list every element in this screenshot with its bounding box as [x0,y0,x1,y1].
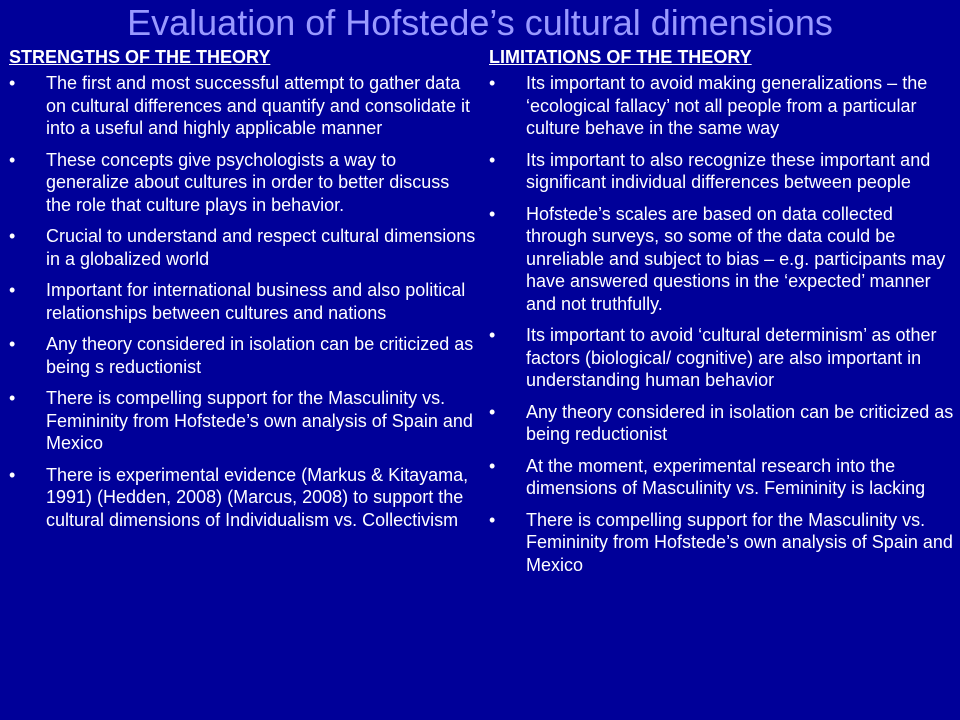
strength-text: Any theory considered in isolation can be criticized as being s reductionist [46,334,474,377]
strength-item [9,464,479,532]
limitation-text: At the moment, experimental research into the dimensions of Masculinity vs. Femininity is lacking [526,455,926,498]
bullet-icon: • [489,325,496,345]
limitation-text: Hofstede’s scales are based on data collected through surveys, so some of the data could be unreliable and subject to bias – e.g. participants may have answered questions in the ‘expected’ manner and not truthfully. [526,203,946,314]
limitations-heading: LIMITATIONS OF THE THEORY [489,47,752,67]
strength-text: The first and most successful attempt to gather data on cultural differences and quantify and consolidate it into a useful and highly applicable manner [46,73,470,138]
limitation-text: Any theory considered in isolation can be criticized as being reductionist [526,401,954,444]
strength-text: There is experimental evidence (Markus & Kitayama, 1991) (Hedden, 2008) (Marcus, 2008) to support the cultural dimensions of Individualism vs. Collectivism [46,464,469,530]
bullet-icon: • [9,149,16,170]
limitation-item [489,72,957,140]
strength-item [9,149,479,217]
strength-item [9,225,479,270]
bullet-icon: • [9,226,16,246]
bullet-icon: • [489,203,496,224]
strengths-list [9,72,479,531]
bullet-icon: • [489,73,496,93]
bullet-icon: • [9,280,16,300]
bullet-icon: • [489,455,496,476]
strengths-column [9,46,479,540]
strength-item [9,72,479,140]
strength-text: Important for international business and also political relationships between cultures and nations [46,280,466,323]
limitation-text: Its important to avoid ‘cultural determinism’ as other factors (biological/ cognitive) are also important in understanding human behavior [526,325,937,390]
strength-item [9,279,479,324]
limitation-item [489,203,957,316]
limitation-item [489,149,957,194]
limitations-list [489,72,957,576]
limitation-item [489,401,957,446]
strength-item [9,333,479,378]
bullet-icon: • [9,388,16,408]
bullet-icon: • [489,149,496,170]
bullet-icon: • [9,73,16,93]
limitation-item [489,509,957,577]
slide-title: Evaluation of Hofstede’s cultural dimensions [127,2,833,43]
limitations-column [489,46,957,585]
strength-item [9,387,479,455]
limitation-text: Its important to also recognize these important and significant individual differences between people [526,149,931,192]
bullet-icon: • [489,401,496,422]
strengths-heading: STRENGTHS OF THE THEORY [9,47,271,67]
bullet-icon: • [9,334,16,354]
strength-text: There is compelling support for the Masculinity vs. Femininity from Hofstede’s own analysis of Spain and Mexico [46,388,473,453]
strength-text: Crucial to understand and respect cultural dimensions in a globalized world [46,226,476,269]
bullet-icon: • [9,464,16,485]
limitation-text: There is compelling support for the Masculinity vs. Femininity from Hofstede’s own analysis of Spain and Mexico [526,509,953,575]
strength-text: These concepts give psychologists a way to generalize about cultures in order to better discuss the role that culture plays in behavior. [46,149,450,215]
bullet-icon: • [489,509,496,530]
limitation-item [489,324,957,392]
limitation-item [489,455,957,500]
limitation-text: Its important to avoid making generalizations – the ‘ecological fallacy’ not all people from a particular culture behave in the same way [526,73,928,138]
